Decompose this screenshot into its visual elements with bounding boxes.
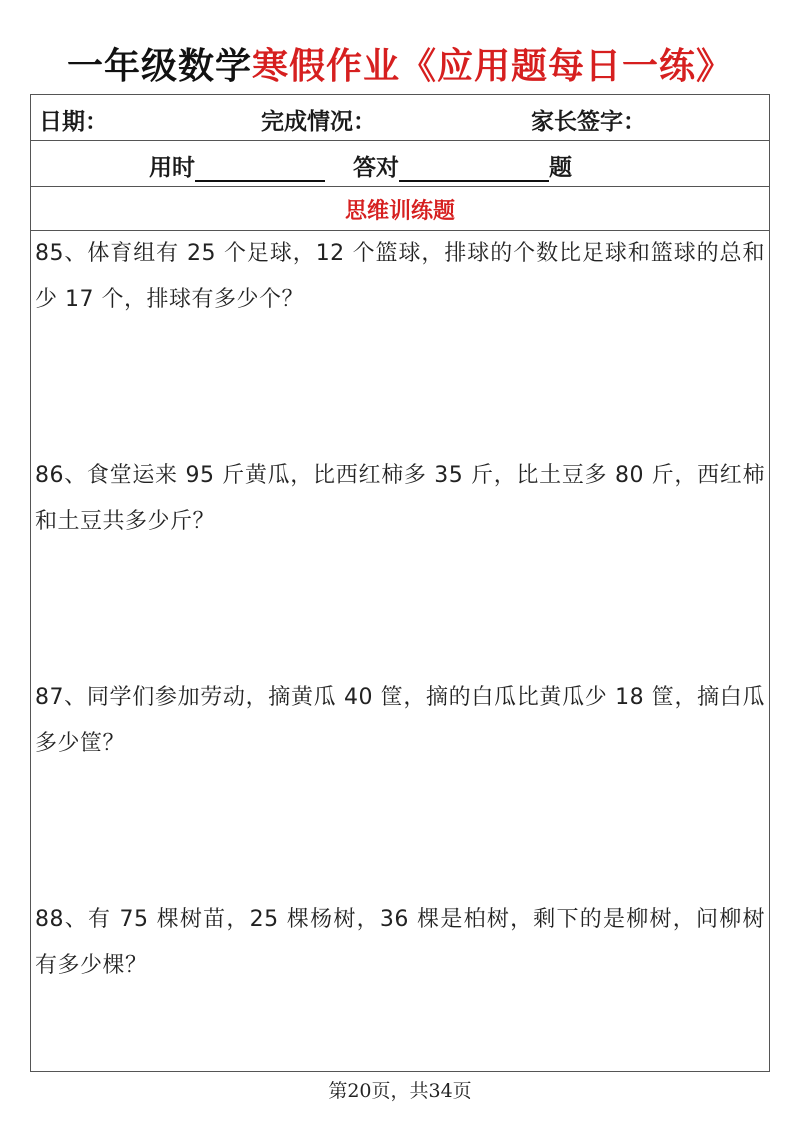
time-score-fields	[149, 149, 572, 182]
problem-85: 85、体育组有 25 个足球，12 个篮球，排球的个数比足球和篮球的总和少 17 个，排球有多少个？	[35, 241, 765, 312]
date-label: 日期：	[39, 109, 108, 135]
time-used-label: 用时	[149, 155, 195, 181]
worksheet-table	[30, 94, 770, 1072]
correct-count-blank[interactable]	[399, 154, 549, 182]
time-score-row	[31, 141, 769, 187]
section-title: 思维训练题	[344, 199, 455, 224]
parent-signature-label: 家长签字：	[531, 109, 646, 135]
problem-86: 86、食堂运来 95 斤黄瓜，比西红柿多 35 斤，比土豆多 80 斤，西红柿和土豆共多少斤？	[35, 463, 765, 534]
question-unit-label: 题	[549, 155, 572, 181]
title-homework-name: 寒假作业《应用题每日一练》	[252, 46, 734, 87]
page-number: 第20页，共34页	[328, 1080, 472, 1102]
correct-count-label: 答对	[353, 155, 399, 181]
title-grade-subject: 一年级数学	[66, 46, 252, 87]
problem-88: 88、有 75 棵树苗，25 棵杨树，36 棵是柏树，剩下的是柳树，问柳树有多少棵？	[35, 907, 765, 978]
section-header-row	[31, 187, 769, 231]
info-row	[31, 95, 769, 141]
problem-87: 87、同学们参加劳动，摘黄瓜 40 筐，摘的白瓜比黄瓜少 18 筐，摘白瓜多少筐？	[35, 685, 765, 756]
completion-status-label: 完成情况：	[261, 109, 376, 135]
time-used-blank[interactable]	[195, 154, 325, 182]
page-title	[0, 42, 800, 92]
